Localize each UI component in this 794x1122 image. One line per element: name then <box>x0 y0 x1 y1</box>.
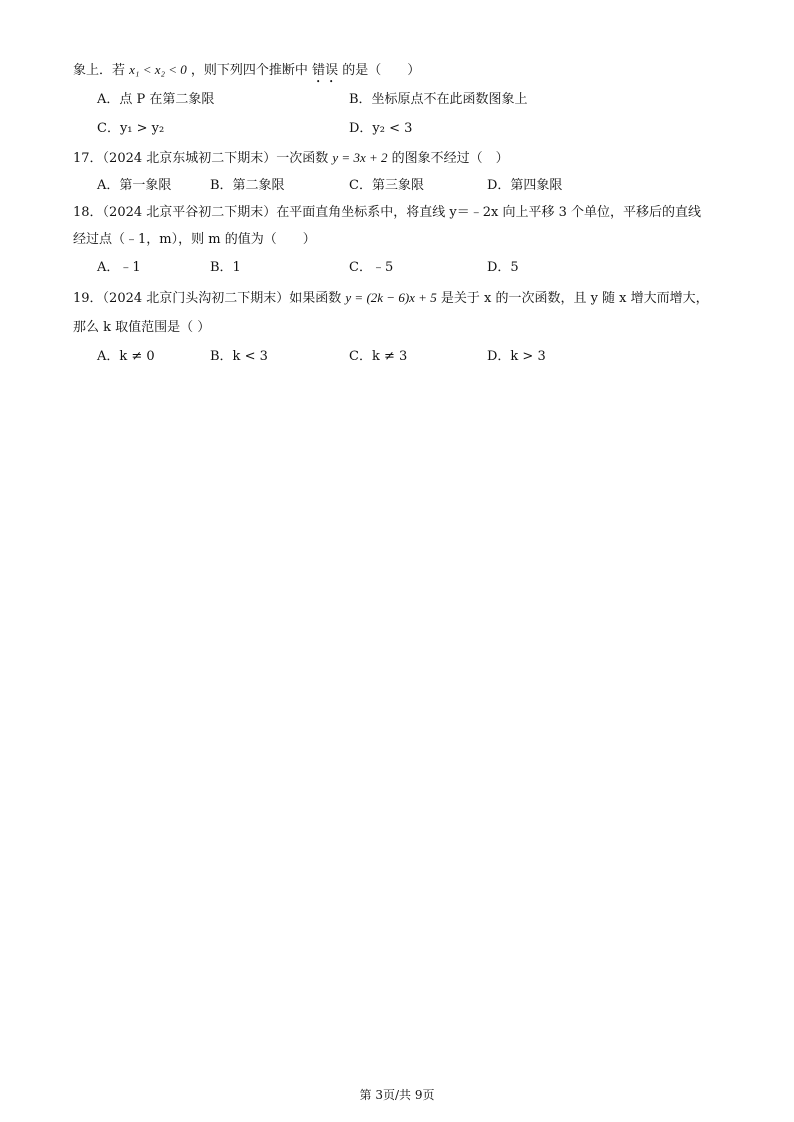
q17-option-a: A．第一象限 <box>97 178 172 193</box>
q17-stem-part-b: 的图象不经过（ ） <box>391 151 509 166</box>
q18-stem-line2: 经过点（﹣1，m），则 m 的值为（ ） <box>73 232 316 247</box>
q19-stem-part-a: 19．（2024 北京门头沟初二下期末）如果函数 <box>73 291 342 306</box>
page-number-footer: 第 3页/共 9页 <box>359 1088 435 1102</box>
q19-option-c: C．k ≠ 3 <box>349 349 408 364</box>
q16-option-d: D．y₂ < 3 <box>349 121 413 136</box>
q16-stem-part-b: ，则下列四个推断中 <box>190 63 308 78</box>
q19-option-d: D．k > 3 <box>487 349 546 364</box>
q16-stem-part-a: 象上．若 <box>73 63 126 78</box>
q18-option-b: B．1 <box>210 260 241 275</box>
q18-option-c: C．﹣5 <box>349 260 394 275</box>
q18-option-a: A．﹣1 <box>97 260 141 275</box>
q16-condition: x₁ < x₂ < 0 <box>129 62 187 77</box>
q19-option-b: B．k < 3 <box>210 349 268 364</box>
q17-option-d: D．第四象限 <box>487 178 563 193</box>
q17-option-b: B．第二象限 <box>210 178 285 193</box>
q19-function: y = (2k − 6)x + 5 <box>345 290 437 305</box>
q16-stem-emphasis: 错误 <box>312 63 339 78</box>
q17-option-c: C．第三象限 <box>349 178 424 193</box>
q18-option-d: D．5 <box>487 260 519 275</box>
q17-function: y = 3x + 2 <box>332 150 388 165</box>
q17-stem-part-a: 17．（2024 北京东城初二下期末）一次函数 <box>73 151 329 166</box>
q16-stem <box>73 60 420 86</box>
q16-stem-part-c: 的是（ ） <box>342 63 421 78</box>
q17-stem <box>73 148 509 169</box>
q19-stem-line1 <box>73 288 709 309</box>
q18-stem-line1: 18．（2024 北京平谷初二下期末）在平面直角坐标系中，将直线 y＝﹣2x 向上平移 3 个单位，平移后的直线 <box>73 205 702 220</box>
q19-option-a: A．k ≠ 0 <box>97 349 155 364</box>
q16-option-c: C．y₁ > y₂ <box>97 121 165 136</box>
q16-option-b: B．坐标原点不在此函数图象上 <box>349 92 528 107</box>
q16-option-a: A．点 P 在第二象限 <box>97 92 215 107</box>
q19-stem-part-b: 是关于 x 的一次函数，且 y 随 x 增大而增大， <box>440 291 709 306</box>
q19-stem-line2: 那么 k 取值范围是（ ） <box>73 320 211 335</box>
